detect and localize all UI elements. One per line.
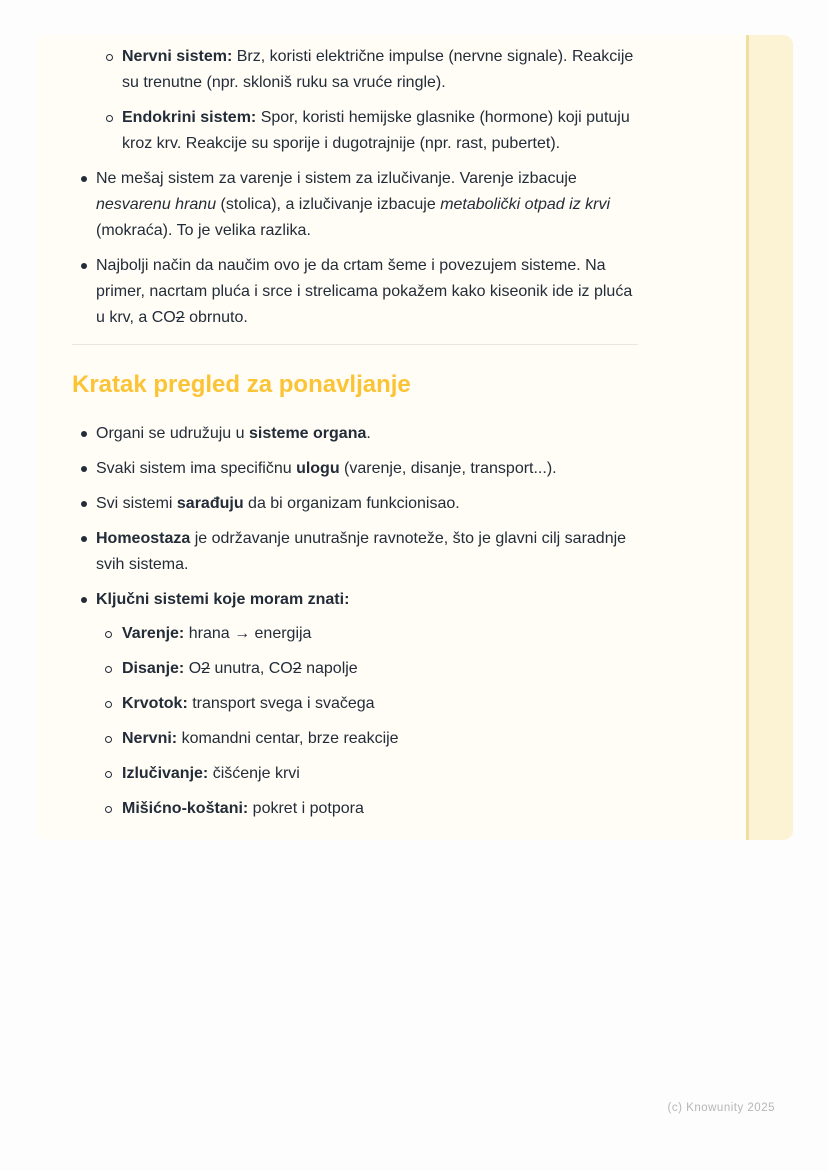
text-segment: sarađuju <box>176 495 244 512</box>
list-item <box>72 44 638 96</box>
text-segment: transport svega i svačega <box>187 695 375 712</box>
text-segment: Disanje: <box>122 660 185 677</box>
list-item <box>96 691 638 717</box>
bullet-disc-icon <box>81 176 87 182</box>
intro-sublist <box>72 44 638 157</box>
list-item <box>72 491 638 517</box>
notes-list <box>72 166 638 331</box>
list-item <box>96 726 638 752</box>
text-segment: obrnuto. <box>184 309 248 326</box>
list-item <box>72 166 638 244</box>
list-item <box>72 456 638 482</box>
text-segment: (stolica), a izlučivanje izbacuje <box>216 196 441 213</box>
list-item <box>72 421 638 447</box>
text-segment: sisteme organa <box>248 425 367 442</box>
list-item <box>96 656 638 682</box>
text-segment: Nervni sistem: <box>122 48 233 65</box>
list-item <box>96 761 638 787</box>
bullet-circle-icon <box>105 736 112 743</box>
text-segment: Ne mešaj sistem za varenje i sistem za izlučivanje. Varenje izbacuje <box>96 170 577 187</box>
text-segment: Organi se udružuju u <box>96 425 249 442</box>
text-segment: Izlučivanje: <box>122 765 209 782</box>
text-segment: unutra, CO <box>210 660 293 677</box>
text-segment: Brz, koristi električne impulse (nervne signale). Reakcije su trenutne (npr. skloniš ruku sa vruće ringle). <box>122 48 634 91</box>
bullet-disc-icon <box>81 263 87 269</box>
text-segment: čišćenje krvi <box>208 765 300 782</box>
text-segment: Homeostaza <box>96 530 191 547</box>
text-segment: da bi organizam funkcionisao. <box>243 495 460 512</box>
text-segment: napolje <box>301 660 358 677</box>
text-segment: Svaki sistem ima specifičnu <box>96 460 297 477</box>
text-segment: Krvotok: <box>122 695 188 712</box>
card-accent-stripe <box>746 35 793 840</box>
bullet-circle-icon <box>105 666 112 673</box>
text-segment: . <box>366 425 371 442</box>
bullet-disc-icon <box>81 501 87 507</box>
bullet-disc-icon <box>81 597 87 603</box>
text-segment: Nervni: <box>122 730 178 747</box>
text-segment: nesvarenu hranu <box>96 196 217 213</box>
text-segment: 2 <box>201 660 211 677</box>
text-segment: Svi sistemi <box>96 495 177 512</box>
bullet-circle-icon <box>106 115 113 122</box>
text-segment: ulogu <box>296 460 340 477</box>
text-segment: Mišićno-koštani: <box>122 800 249 817</box>
text-segment: (mokraća). To je velika razlika. <box>96 222 311 239</box>
text-segment: Najbolji način da naučim ovo je da crtam šeme i povezujem sisteme. Na primer, nacrtam pluća i srce i strelicama pokažem kako kiseonik ide iz pluća u krv, a CO <box>96 257 633 326</box>
bullet-circle-icon <box>105 701 112 708</box>
list-item <box>72 105 638 157</box>
text-segment: 2 <box>292 660 302 677</box>
bullet-disc-icon <box>81 466 87 472</box>
text-segment: hrana → energija <box>184 625 312 642</box>
bullet-disc-icon <box>81 536 87 542</box>
section-heading: Kratak pregled za ponavljanje <box>72 371 411 398</box>
list-item <box>72 526 638 578</box>
bullet-circle-icon <box>105 631 112 638</box>
bullet-disc-icon <box>81 431 87 437</box>
list-item <box>72 253 638 331</box>
copyright-footer: (c) Knowunity 2025 <box>667 1102 775 1114</box>
text-segment: metabolički otpad iz krvi <box>440 196 611 213</box>
key-systems-sublist <box>96 621 638 822</box>
bullet-circle-icon <box>105 771 112 778</box>
bullet-circle-icon <box>106 54 113 61</box>
text-segment: Ključni sistemi koje moram znati: <box>96 591 350 608</box>
summary-list <box>72 421 638 822</box>
text-segment: pokret i potpora <box>248 800 364 817</box>
text-segment: (varenje, disanje, transport...). <box>339 460 557 477</box>
notes-page-card <box>37 35 793 840</box>
text-segment: Varenje: <box>122 625 185 642</box>
text-segment: je održavanje unutrašnje ravnoteže, što je glavni cilj saradnje svih sistema. <box>96 530 627 573</box>
text-segment: 2 <box>175 309 185 326</box>
text-segment: Spor, koristi hemijske glasnike (hormone) koji putuju kroz krv. Reakcije su sporije i dugotrajnije (npr. rast, pubertet). <box>122 109 630 152</box>
text-segment: Endokrini sistem: <box>122 109 257 126</box>
notes-content <box>72 35 638 831</box>
list-item <box>96 621 638 647</box>
text-segment: komandni centar, brze reakcije <box>177 730 399 747</box>
bullet-circle-icon <box>105 806 112 813</box>
text-segment: O <box>184 660 202 677</box>
section-divider <box>72 344 638 345</box>
list-item <box>96 796 638 822</box>
list-item <box>72 587 638 822</box>
